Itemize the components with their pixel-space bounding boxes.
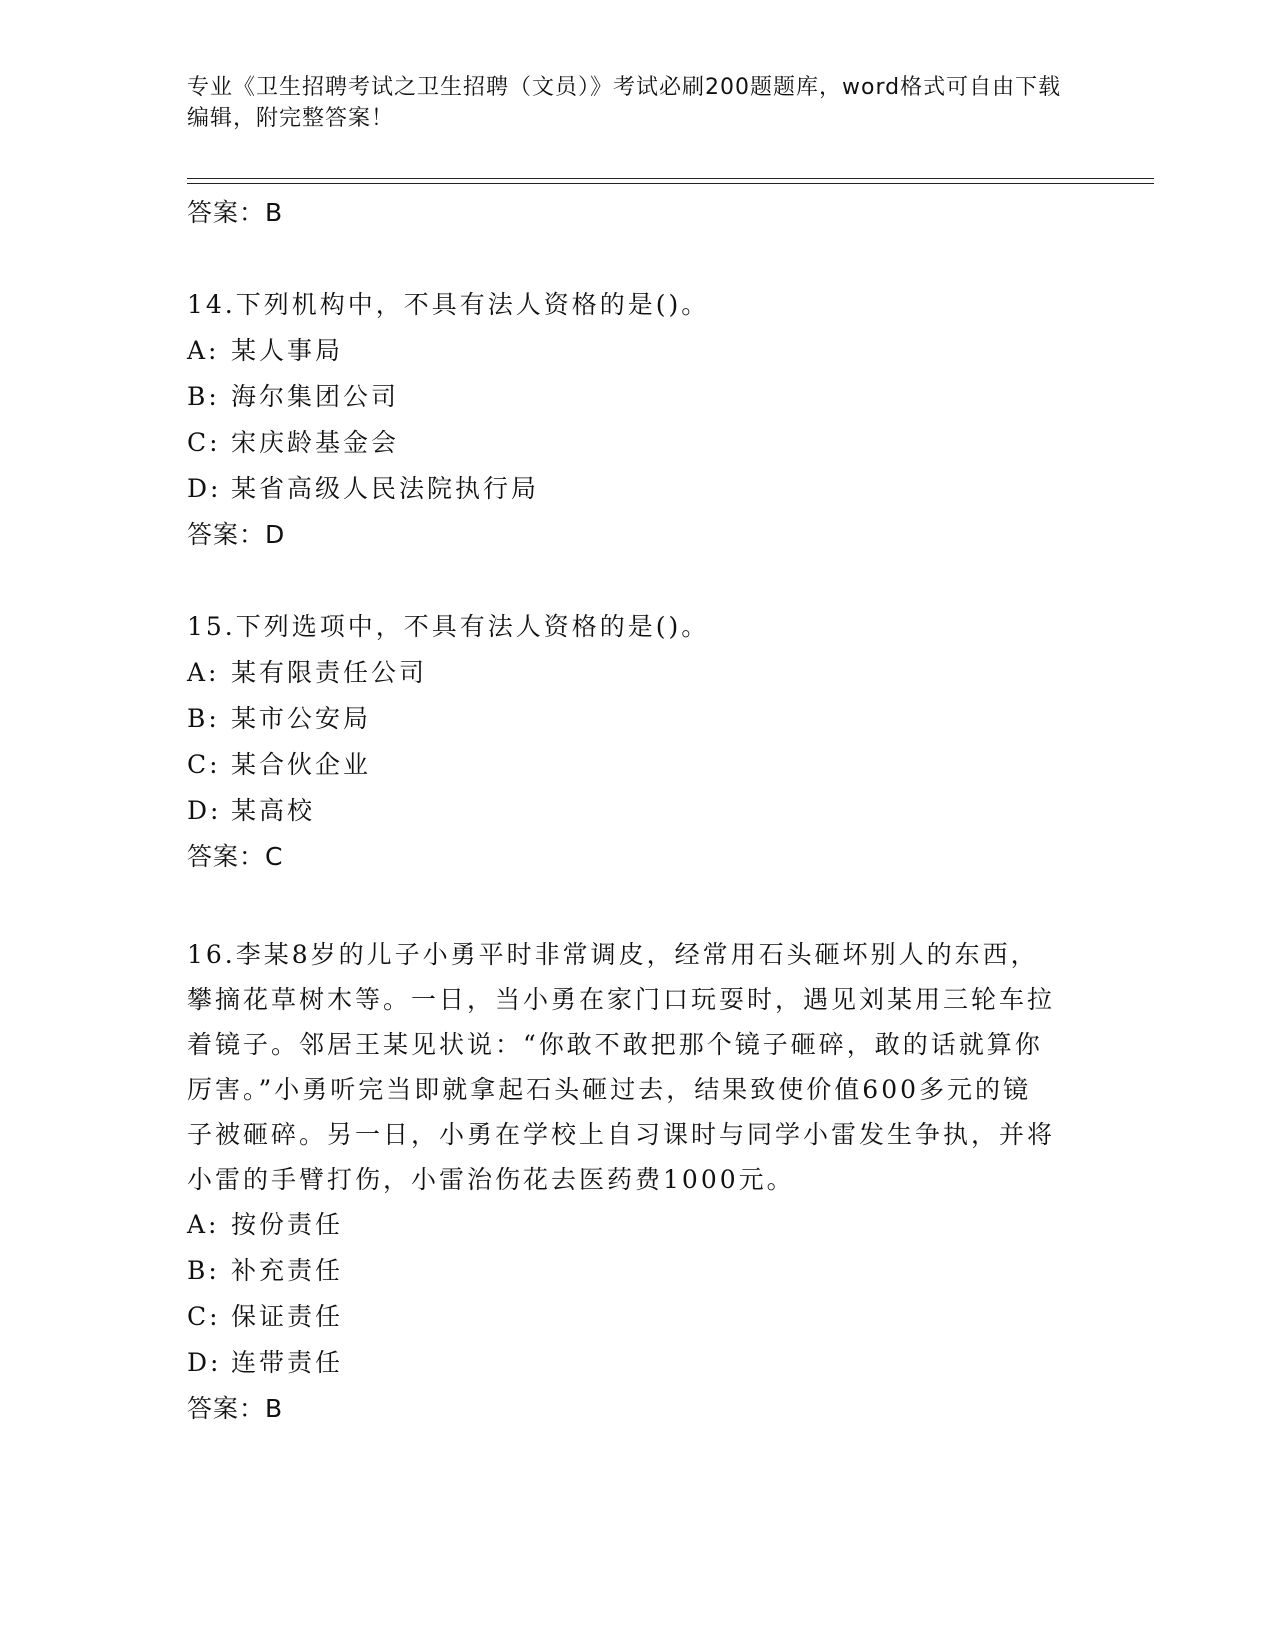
option-label: A: (187, 336, 220, 365)
question-item (187, 604, 1067, 880)
option-a (187, 1202, 1067, 1248)
answer-line: 答案：C (187, 842, 284, 871)
question-item (187, 282, 1067, 558)
option-text: 宋庆龄基金会 (231, 428, 400, 457)
answer-line: 答案：B (187, 1394, 284, 1423)
question-list (187, 190, 1067, 1432)
option-label: D: (187, 474, 222, 503)
option-c (187, 420, 1067, 466)
question-stem: 14.下列机构中，不具有法人资格的是()。 (187, 290, 710, 319)
option-a (187, 328, 1067, 374)
option-a (187, 650, 1067, 696)
option-text: 保证责任 (231, 1302, 344, 1331)
option-text: 某有限责任公司 (231, 658, 428, 687)
option-text: 某高校 (231, 796, 316, 825)
option-c (187, 742, 1067, 788)
option-label: B: (187, 382, 220, 411)
option-label: A: (187, 1210, 220, 1239)
option-text: 海尔集团公司 (231, 382, 400, 411)
option-label: D: (187, 1348, 222, 1377)
question-stem: 16.李某8岁的儿子小勇平时非常调皮，经常用石头砸坏别人的东西，攀摘花草树木等。一日，当小勇在家门口玩耍时，遇见刘某用三轮车拉着镜子。邻居王某见状说：“你敢不敢把那个镜子砸碎，敢的话就算你厉害。”小勇听完当即就拿起石头砸过去，结果致使价值600多元的镜子被砸碎。另一日，小勇在学校上自习课时与同学小雷发生争执，并将小雷的手臂打伤，小雷治伤花去医药费1000元。 (187, 940, 1056, 1194)
option-text: 补充责任 (231, 1256, 344, 1285)
option-d (187, 1340, 1067, 1386)
option-label: A: (187, 658, 220, 687)
option-text: 某市公安局 (231, 704, 372, 733)
answer-line: 答案：B (187, 198, 284, 227)
option-text: 某合伙企业 (231, 750, 372, 779)
option-b (187, 1248, 1067, 1294)
question-item (187, 932, 1067, 1432)
option-label: B: (187, 1256, 220, 1285)
header-divider-line-2 (187, 183, 1154, 184)
option-b (187, 696, 1067, 742)
option-b (187, 374, 1067, 420)
option-d (187, 788, 1067, 834)
option-text: 某省高级人民法院执行局 (231, 474, 540, 503)
option-text: 某人事局 (231, 336, 344, 365)
header-divider-line (187, 178, 1154, 179)
option-label: C: (187, 1302, 221, 1331)
option-text: 连带责任 (231, 1348, 344, 1377)
option-label: D: (187, 796, 222, 825)
document-header: 专业《卫生招聘考试之卫生招聘（文员）》考试必刷200题题库，word格式可自由下载编辑，附完整答案！ (187, 75, 1062, 131)
question-stem: 15.下列选项中，不具有法人资格的是()。 (187, 612, 710, 641)
option-text: 按份责任 (231, 1210, 344, 1239)
option-c (187, 1294, 1067, 1340)
option-label: C: (187, 428, 221, 457)
answer-line: 答案：D (187, 520, 286, 549)
option-label: C: (187, 750, 221, 779)
option-label: B: (187, 704, 220, 733)
option-d (187, 466, 1067, 512)
